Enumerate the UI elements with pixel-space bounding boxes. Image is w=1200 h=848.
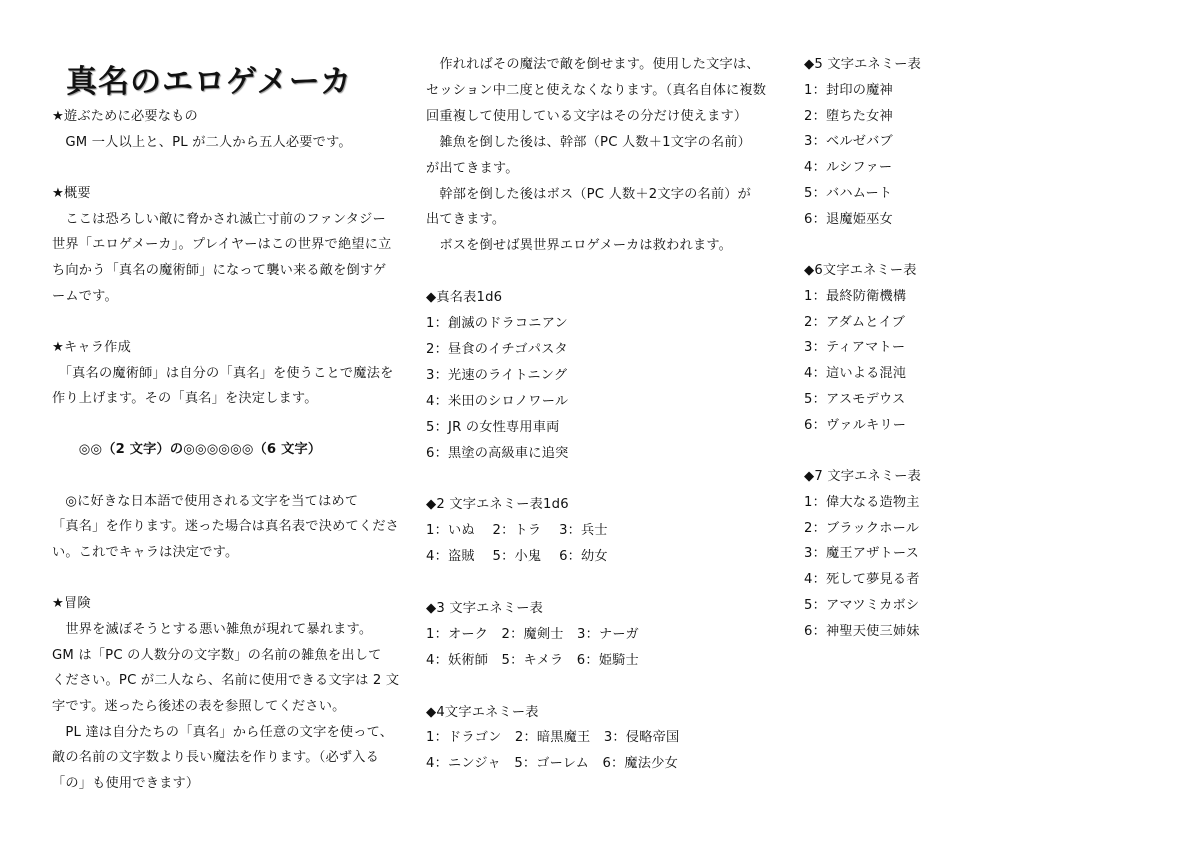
text-line: 3：ティアマトー (804, 340, 906, 356)
text-line: 1：創滅のドラコニアン (426, 316, 568, 331)
text-line: ◆4文字エネミー表 (426, 704, 539, 720)
text-line: 4：ニンジャ 5：ゴーレム 6：魔法少女 (426, 756, 678, 772)
text-line: ち向かう「真名の魔術師」になって襲い来る敵を倒すゲ (52, 262, 387, 278)
text-line: 3：魔王アザトース (804, 546, 920, 562)
text-line: 4：死して夢見る者 (804, 572, 920, 587)
text-line: 4：盗賊 5：小鬼 6：幼女 (426, 549, 608, 565)
text-line: 5：JR の女性専用車両 (426, 419, 560, 435)
text-line: ボスを倒せば異世界エロゲメーカは救われます。 (426, 238, 733, 254)
text-line: ◎◎（2 文字）の◎◎◎◎◎◎（6 文字） (52, 442, 322, 458)
text-line: ◆3 文字エネミー表 (426, 600, 544, 616)
text-line: 5：アスモデウス (804, 391, 906, 407)
text-line: ★概要 (52, 185, 91, 201)
text-line: ◆5 文字エネミー表 (804, 57, 922, 72)
text-line: 世界を滅ぼそうとする悪い雑魚が現れて暴れます。 (52, 622, 373, 637)
text-line: PL 達は自分たちの「真名」から任意の文字を使って、 (52, 724, 394, 740)
text-line: 6：ヴァルキリー (804, 417, 907, 433)
text-line: 5：アマツミカボシ (804, 597, 920, 613)
text-line: 作れればその魔法で敵を倒せます。使用した文字は、 (426, 57, 760, 72)
text-line: 2：ブラックホール (804, 520, 920, 536)
text-line: ここは恐ろしい敵に脅かされ滅亡寸前のファンタジー (52, 211, 386, 227)
document-title: 真名のエロゲメーカ (66, 64, 353, 100)
text-line: 「の」も使用できます） (52, 775, 200, 791)
text-line: 出てきます。 (426, 212, 506, 228)
text-line: 1：偉大なる造物主 (804, 494, 920, 510)
text-line: が出てきます。 (426, 160, 519, 176)
text-line: 2：アダムとイブ (804, 314, 905, 330)
text-line: 3：ベルゼバブ (804, 134, 893, 150)
text-line: 3：光速のライトニング (426, 367, 568, 383)
text-line: い。これでキャラは決定です。 (52, 545, 239, 561)
text-line: ◆6文字エネミー表 (804, 263, 917, 278)
text-line: 1：いぬ 2：トラ 3：兵士 (426, 523, 608, 539)
text-line: 1：最終防衛機構 (804, 288, 907, 304)
text-line: 字です。迷ったら後述の表を参照してください。 (52, 698, 346, 714)
text-line: ★遊ぶために必要なもの (52, 109, 198, 124)
text-line: ください。PC が二人なら、名前に使用できる文字は 2 文 (52, 673, 400, 689)
text-line: 1：封印の魔神 (804, 82, 893, 98)
text-line: 1：ドラゴン 2：暗黒魔王 3：侵略帝国 (426, 730, 680, 746)
text-line: ★冒険 (52, 596, 91, 612)
text-line: 回重複して使用している文字はその分だけ使えます） (426, 108, 748, 124)
text-line: 4：這いよる混沌 (804, 366, 907, 381)
text-line: ◆7 文字エネミー表 (804, 469, 922, 484)
text-line: 1：オーク 2：魔剣士 3：ナーガ (426, 626, 639, 642)
text-line: 「真名」を作ります。迷った場合は真名表で決めてくださ (52, 519, 400, 535)
text-line: 世界「エロゲメーカ」。プレイヤーはこの世界で絶望に立 (52, 237, 392, 253)
text-line: 2：堕ちた女神 (804, 108, 893, 124)
text-line: 「真名の魔術師」は自分の「真名」を使うことで魔法を (52, 365, 394, 381)
text-line: 敵の名前の文字数より長い魔法を作ります。（必ず入る (52, 750, 380, 766)
text-line: 4：妖術師 5：キメラ 6：姫騎士 (426, 652, 639, 668)
text-line: 6：退魔姫巫女 (804, 211, 893, 227)
text-line: ◆真名表1d6 (426, 290, 503, 306)
text-line: 作り上げます。その「真名」を決定します。 (52, 391, 318, 407)
text-line: 6：神聖天使三姉妹 (804, 623, 920, 639)
text-line: 2：昼食のイチゴパスタ (426, 341, 568, 357)
text-line: 4：ルシファー (804, 160, 893, 175)
text-line: 幹部を倒した後はボス（PC 人数＋2文字の名前）が (426, 186, 752, 202)
text-line: ◎に好きな日本語で使用される文字を当てはめて (52, 493, 359, 509)
text-line: 4：米田のシロノワール (426, 393, 569, 409)
text-line: GM は「PC の人数分の文字数」の名前の雑魚を出して (52, 647, 382, 663)
text-line: 6：黒塗の高級車に追突 (426, 445, 569, 461)
text-line: 雑魚を倒した後は、幹部（PC 人数＋1文字の名前） (426, 134, 752, 150)
text-line: 5：バハムート (804, 185, 893, 201)
text-line: ームです。 (52, 288, 118, 304)
text-line: GM 一人以上と、PL が二人から五人必要です。 (52, 134, 352, 150)
text-line: ★キャラ作成 (52, 339, 131, 355)
text-line: ◆2 文字エネミー表1d6 (426, 497, 569, 513)
text-line: セッション中二度と使えなくなります。（真名自体に複数 (426, 82, 767, 98)
